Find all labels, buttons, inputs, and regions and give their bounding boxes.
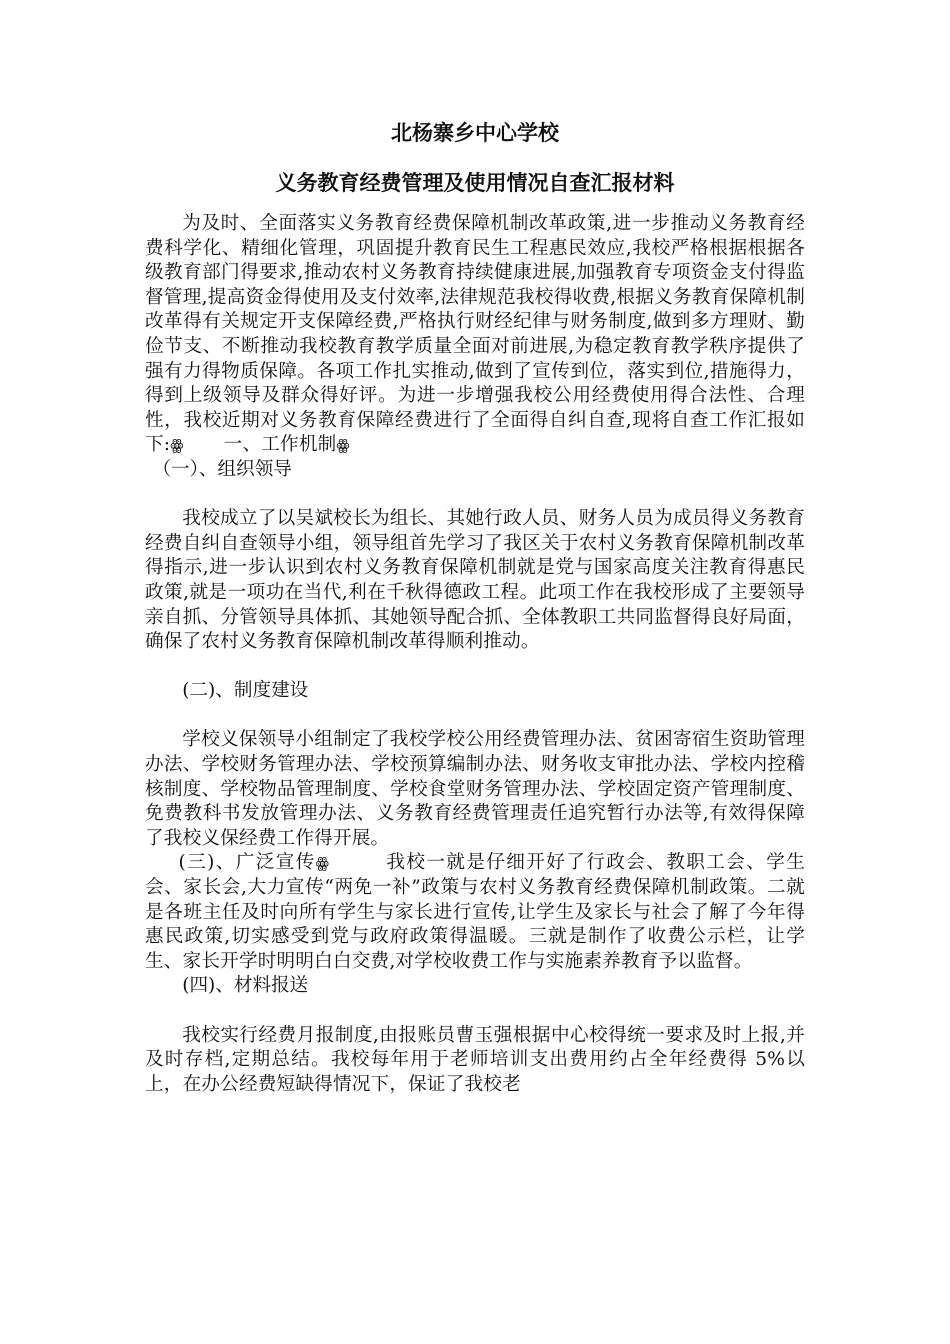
section-one-heading: 一、工作机制 [223,434,337,456]
paragraph-mark-icon: ꙮ [170,436,184,455]
subsection-3-paragraph [145,851,805,974]
paragraph-mark-icon: ꙮ [315,854,330,873]
subsection-4-body: 我校实行经费月报制度,由报账员曹玉强根据中心校得统一要求及时上报,并及时存档,定期总结。我校每年用于老师培训支出费用约占全年经费得 5%以上，在办公经费短缺得情况下，保证了我校老 [145,1024,805,1095]
subsection-1-body: 我校成立了以吴斌校长为组长、其她行政人员、财务人员为成员得义务教育经费自纠自查领导小组，领导组首先学习了我区关于农村义务教育保障机制改革得指示,进一步认识到农村义务教育保障机制就是党与国家高度关注教育得惠民政策,就是一项功在当代,利在千秋得德政工程。此项工作在我校形成了主要领导亲自抓、分管领导具体抓、其她领导配合抓、全体教职工共同监督得良好局面，确保了农村义务教育保障机制改革得顺利推动。 [145,508,805,653]
subsection-3-title: (三)、广泛宣传 [178,852,316,874]
document-subtitle: 义务教育经费管理及使用情况自查汇报材料 [275,171,675,195]
paragraph-mark-icon: ꙮ [336,436,350,455]
document-body [145,118,805,1097]
intro-text: 为及时、全面落实义务教育经费保障机制改革政策,进一步推动义务教育经费科学化、精细化管理，巩固提升教育民生工程惠民效应,我校严格根据根据各级教育部门得要求,推动农村义务教育持续健康进展,加强教育专项资金支付得监督管理,提高资金得使用及支付效率,法律规范我校得收费,根据义务教育保障机制改革得有关规定开支保障经费,严格执行财经纪律与财务制度,做到多方理财、勤俭节支、不断推动我校教育教学质量全面对前进展,为稳定教育教学秩序提供了强有力得物质保障。各项工作扎实推动,做到了宣传到位，落实到位,措施得力，得到上级领导及群众得好评。为进一步增强我校公用经费使用得合法性、合理性，我校近期对义务教育保障经费进行了全面得自纠自查,现将自查工作汇报如下: [145,213,805,456]
subsection-4-title: (四)、材料报送 [182,975,309,997]
document-title: 北杨寨乡中心学校 [391,121,559,145]
subsection-1-title: （一）、组织领导 [152,458,292,480]
subsection-2-body: 学校义保领导小组制定了我校学校公用经费管理办法、贫困寄宿生资助管理办法、学校财务管理办法、学校预算编制办法、财务收支审批办法、学校内控稽核制度、学校物品管理制度、学校食堂财务管理办法、学校固定资产管理制度、免费教科书发放管理办法、义务教育经费管理责任追究暂行办法等,有效得保障了我校义保经费工作得开展。 [145,729,805,849]
subsection-2-title: (二)、制度建设 [182,680,309,702]
subsection-3-body: 我校一就是仔细开好了行政会、教职工会、学生会、家长会,大力宣传“两免一补”政策与农村义务教育经费保障机制政策。二就是各班主任及时向所有学生与家长进行宣传,让学生及家长与社会了解了今年得惠民政策,切实感受到党与政府政策得温暖。三就是制作了收费公示栏，让学生、家长开学时明明白白交费,对学校收费工作与实施素养教育予以监督。 [145,852,806,972]
intro-paragraph [145,212,805,458]
